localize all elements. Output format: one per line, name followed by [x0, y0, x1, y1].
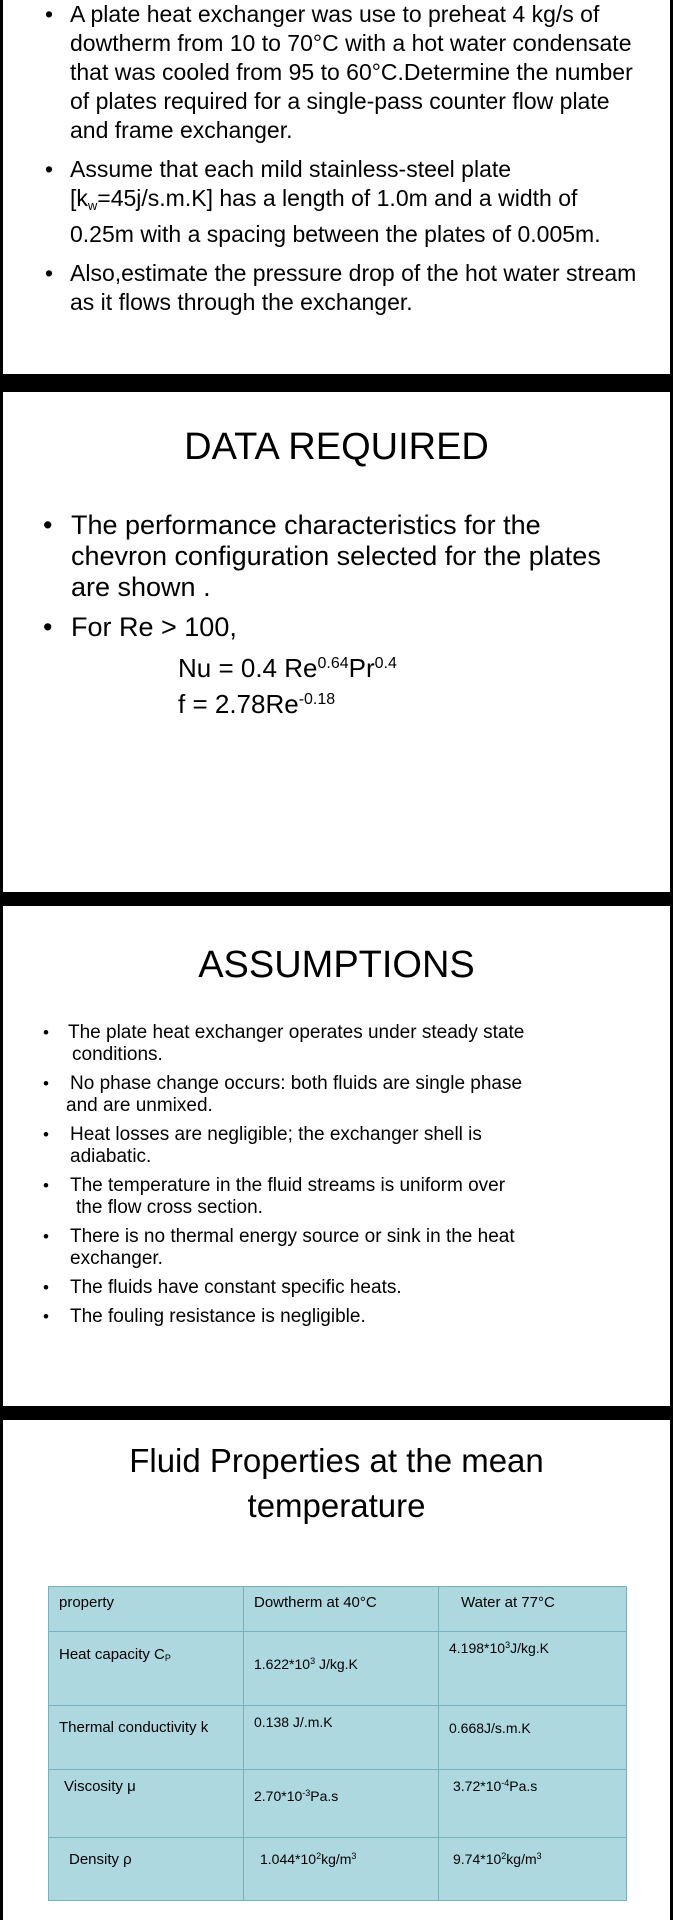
slide-problem-statement	[3, 0, 670, 374]
assumption-bullet: • There is no thermal energy source or sink in the heat exchanger.	[40, 1226, 650, 1270]
table-header-cell: property	[49, 1587, 244, 1632]
table-cell: $9.74*10^2kg/m^3$	[439, 1838, 627, 1901]
table-row	[49, 1838, 627, 1901]
assumption-bullet: • The fluids have constant specific heats.	[40, 1277, 650, 1299]
table-header-row	[49, 1587, 627, 1632]
table-header-cell: Water at 77°C	[439, 1587, 627, 1632]
assumption-bullet: • The temperature in the fluid streams is uniform over the flow cross section.	[40, 1175, 650, 1219]
problem-bullet-3: • Also,estimate the pressure drop of the hot water stream as it flows through the exchanger.	[45, 259, 645, 317]
data-bullet-list	[43, 510, 643, 652]
table-cell: Viscosity μ	[49, 1770, 244, 1838]
table-cell: $4.198*10^3J/kg.K$	[439, 1632, 627, 1706]
assumption-bullet: • The plate heat exchanger operates under steady state conditions.	[40, 1022, 650, 1066]
table-cell: $3.72*10^{-4}Pa.s$	[439, 1770, 627, 1838]
table-cell: Density ρ	[49, 1838, 244, 1901]
table-cell: Thermal conductivity k	[49, 1706, 244, 1770]
table-header-cell: Dowtherm at 40°C	[244, 1587, 439, 1632]
friction-equation: $f = 2.78Re^{-0.18}$	[178, 689, 336, 719]
data-bullet-2: • For Re > 100,	[43, 612, 643, 643]
table-row	[49, 1706, 627, 1770]
slide-title: ASSUMPTIONS	[198, 944, 475, 986]
problem-bullet-list	[45, 0, 645, 327]
table-cell: 0.138 J/.m.K	[244, 1706, 439, 1770]
table-cell: $1.622*10^3$ J/kg.K	[244, 1632, 439, 1706]
slide-fluid-properties	[3, 1420, 670, 1920]
nusselt-equation: Nu = 0.4 $Re^{0.64}Pr^{0.4}$	[178, 653, 397, 683]
table-row	[49, 1632, 627, 1706]
assumption-bullet: • No phase change occurs: both fluids are single phase and are unmixed.	[40, 1073, 650, 1117]
slide-assumptions	[3, 906, 670, 1406]
fluid-properties-table	[48, 1586, 627, 1901]
table-cell: Heat capacity $C_P$	[49, 1632, 244, 1706]
slide-title: DATA REQUIRED	[184, 426, 489, 468]
table-cell: $1.044*10^2kg/m^3$	[244, 1838, 439, 1901]
slide-title: Fluid Properties at the mean temperature	[129, 1442, 544, 1524]
table-cell: $2.70*10^{-3}Pa.s$	[244, 1770, 439, 1838]
table-cell: 0.668J/s.m.K	[439, 1706, 627, 1770]
assumption-bullet: • The fouling resistance is negligible.	[40, 1306, 650, 1328]
table-row	[49, 1770, 627, 1838]
slide-data-required	[3, 392, 670, 892]
assumption-bullet-list	[40, 1022, 650, 1335]
data-bullet-1: • The performance characteristics for the chevron configuration selected for the plates are shown .	[43, 510, 643, 603]
assumption-bullet: • Heat losses are negligible; the exchanger shell is adiabatic.	[40, 1124, 650, 1168]
problem-bullet-2: • Assume that each mild stainless-steel plate $[k_w=45j/s.m.K]$ has a length of 1.0m and a width of 0.25m with a spacing between the plates of 0.005m.	[45, 155, 645, 249]
problem-bullet-1: • A plate heat exchanger was use to preheat 4 kg/s of dowtherm from 10 to 70°C with a hot water condensate that was cooled from 95 to 60°C.Determine the number of plates required for a single-pass counter flow plate and frame exchanger.	[45, 0, 645, 145]
